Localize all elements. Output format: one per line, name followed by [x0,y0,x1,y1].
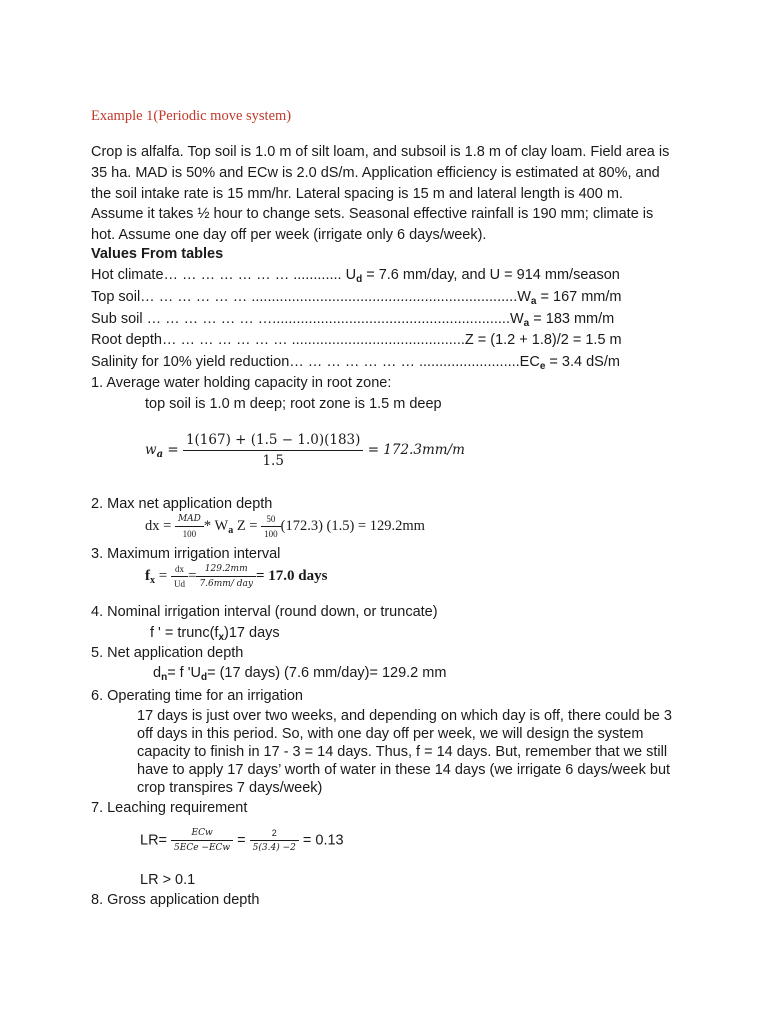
step-4-equation: f ' = $trunc(f_x)17$ days [150,625,280,643]
problem-statement: Crop is alfalfa. Top soil is 1.0 m of silt loam, and subsoil is 1.8 m of clay loam. Field area is 35 ha. MAD is 50% and ECw is 2.0 dS/m. Application efficiency is estimated at 80%, and the soil intake rate is 15 mm/hr. Lateral spacing is 15 m and lateral length is 400 m. Assume it takes ½ hour to change sets. Seasonal effective rainfall is 190 mm; climate is hot. Assume one day off per week (irrigate only 6 days/week). [91,144,670,244]
step-4-heading: 4. Nominal irrigation interval (round down, or truncate) [91,604,438,620]
step-2-heading: 2. Max net application depth [91,496,273,512]
value-salinity: Salinity for 10% yield reduction… … … … … … … $.........................EC_e = 3.4$ dS/m [91,354,620,372]
step-8-heading: 8. Gross application depth [91,892,260,908]
value-hot-climate: Hot climate… … … … … … … ............ $U_d = 7.6$ mm/day, and U = 914 mm/season [91,267,620,285]
step-7-equation: LR= $\frac{\text{ECw}}{\text{5ECe −ECw}}$ = $\frac{2}{5(3.4) -2}$ = 0.13 [140,828,344,853]
step-3-equation: $f_x$ = $\frac{dx}{Ud}$ = $\frac{129.2mm}{\text{7.6mm/ day}}$ = 17.0 days [145,564,328,589]
step-7-heading: 7. Leaching requirement [91,800,248,816]
value-top-soil: Top soil… … … … … … $..................................................................W_a = 167$ mm/m [91,289,622,307]
step-5-heading: 5. Net application depth [91,645,244,661]
values-heading: Values From tables [91,246,224,262]
value-root-depth: Root depth… … … … … … … ...........................................Z = (1.2 + 1.8)/2 = 1.5 m [91,332,622,348]
step-1-note: top soil is 1.0 m deep; root zone is 1.5 m deep [145,396,442,412]
step-7-check: LR > 0.1 [140,872,196,888]
value-sub-soil: Sub soil … … … … … … $\dots...........................................................W_a = 183$ mm/m [91,311,615,329]
step-1-heading: 1. Average water holding capacity in root zone: [91,375,392,391]
step-3-heading: 3. Maximum irrigation interval [91,546,281,562]
step-2-equation: dx = $\frac{\text{MAD}}{100}$ * $W_a$ Z = $\frac{50}{100}$ (172.3) (1.5) = 129.2mm [145,514,425,539]
step-1-equation: $w_a$ = $\frac{1(167) + (1.5 - 1.0)(183)}{1.5}$ = 172.3mm/m [145,432,465,469]
step-6-heading: 6. Operating time for an irrigation [91,688,303,704]
example-title: Example 1(Periodic move system) [91,108,292,124]
step-6-text: 17 days is just over two weeks, and depending on which day is off, there could be 3 off days in this period. So, with one day off per week, we will design the system capacity to finish in 17 - 3 = 14 days. Thus, f = 14 days. But, remember that we still have to apply 17 days’ worth of water in these 14 days (we irrigate 6 days/week but crop transpires 7 days/week) [137,708,672,796]
step-5-equation: $d_n= f$ '$U_d= (17$ days) (7.6 mm/day)= 129.2 mm [153,665,447,683]
